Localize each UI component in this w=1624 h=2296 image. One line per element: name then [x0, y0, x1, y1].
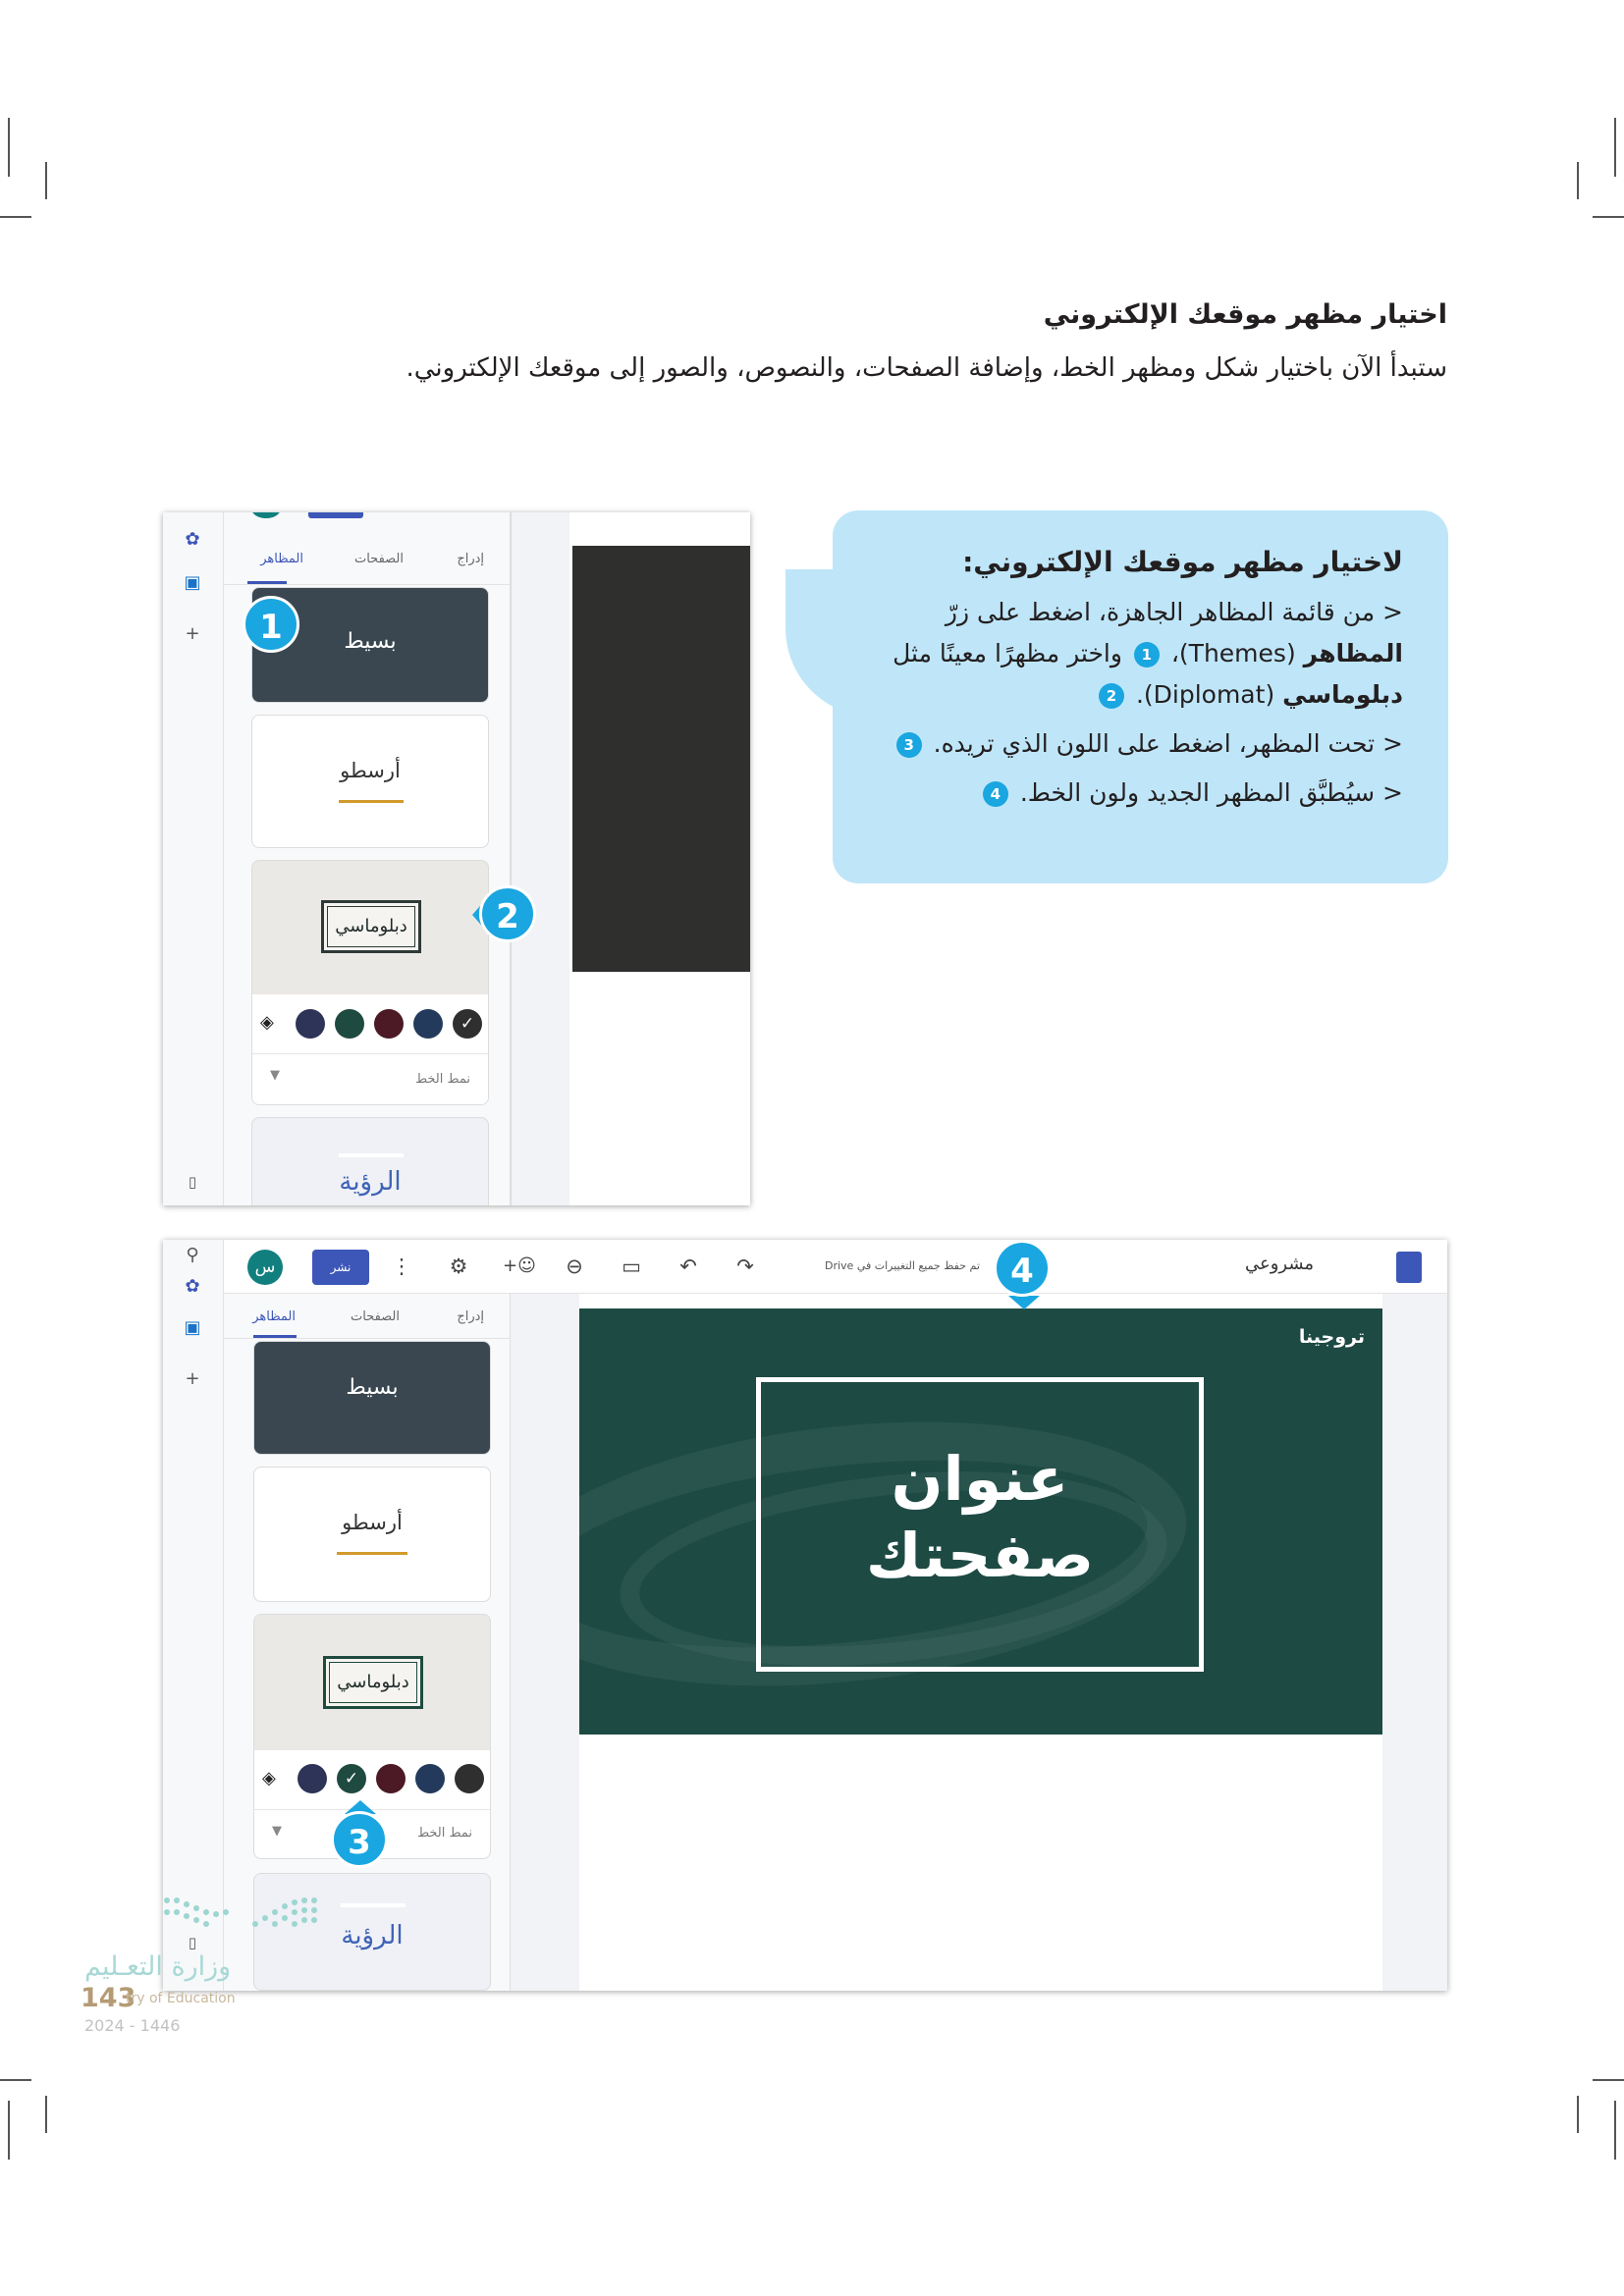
theme-card-vision[interactable] — [251, 1117, 489, 1205]
panel-icon[interactable]: ▯ — [188, 1934, 197, 1951]
project-title[interactable]: مشروعي — [1245, 1254, 1315, 1274]
theme-name: الرؤية — [339, 1167, 402, 1197]
badge-1: 1 — [1134, 642, 1160, 667]
color-swatch[interactable] — [335, 1009, 364, 1039]
editor-toolbar — [224, 1240, 1447, 1294]
search-icon[interactable]: ⚲ — [186, 1245, 199, 1265]
publish-button[interactable]: نشر — [312, 1250, 369, 1285]
step-marker-2: 2 — [479, 885, 536, 942]
theme-name: الرؤية — [341, 1921, 404, 1950]
color-swatch[interactable] — [415, 1764, 445, 1793]
section-title: اختيار مظهر موقعك الإلكتروني — [1043, 299, 1447, 330]
add-person-icon[interactable]: +☺ — [503, 1255, 536, 1276]
color-swatch[interactable] — [337, 1764, 366, 1793]
panel-tabs — [224, 540, 510, 579]
ministry-name: وزارة التعـليم — [84, 1951, 232, 1982]
color-swatch[interactable] — [413, 1009, 443, 1039]
panel-icon[interactable]: ▯ — [188, 1173, 197, 1191]
themes-panel — [224, 1294, 511, 1991]
badge-2: 2 — [1099, 683, 1124, 709]
diplomat-preview — [321, 900, 421, 953]
step-marker-4: 4 — [994, 1240, 1051, 1297]
crop-mark — [1614, 118, 1616, 177]
undo-icon[interactable]: ↶ — [679, 1255, 697, 1278]
more-vert-icon[interactable]: ⋮ — [391, 1255, 412, 1278]
sites-icon[interactable]: ✿ — [185, 529, 200, 550]
link-icon[interactable]: ⊖ — [566, 1255, 583, 1278]
diplomat-preview — [323, 1656, 423, 1709]
crop-mark — [1593, 216, 1624, 218]
redo-icon[interactable]: ↷ — [736, 1255, 754, 1278]
crop-mark — [8, 2101, 10, 2160]
page-title[interactable]: عنوان صفحتك — [865, 1443, 1095, 1591]
font-style-label: نمط الخط — [417, 1826, 472, 1841]
color-swatch[interactable] — [455, 1764, 484, 1793]
dropdown-icon: ▼ — [272, 1824, 282, 1839]
ministry-logo-dots — [161, 1895, 318, 1940]
callout-step-1: < من قائمة المظاهر الجاهزة، اضغط على زرّ المظاهر (Themes)، 1 واختر مظهرًا معينًا مثل دبلوماسي (Diplomat). 2 — [893, 598, 1403, 709]
callout-step-2: < تحت المظهر، اضغط على اللون الذي تريده. 3 — [872, 723, 1403, 765]
theme-name: بسيط — [344, 629, 397, 654]
theme-card-aristotle[interactable] — [251, 715, 489, 848]
font-style-label: نمط الخط — [415, 1072, 470, 1087]
settings-icon[interactable]: ⚙ — [449, 1255, 468, 1278]
theme-name: دبلوماسي — [335, 916, 407, 936]
tab-pages[interactable]: الصفحات — [353, 552, 404, 566]
dropdown-icon: ▼ — [270, 1068, 280, 1083]
color-swatch[interactable] — [376, 1764, 406, 1793]
paint-bucket-icon[interactable]: ◈ — [260, 1012, 274, 1033]
edition-year: 2024 - 1446 — [84, 2016, 181, 2035]
font-style-row[interactable] — [252, 1053, 488, 1105]
crop-mark — [45, 162, 47, 199]
crop-mark — [0, 2079, 31, 2081]
color-swatch[interactable] — [453, 1009, 482, 1039]
theme-name: بسيط — [346, 1375, 399, 1400]
checkmark-icon: ✓ — [344, 1769, 359, 1789]
preview-icon[interactable]: ▭ — [622, 1255, 641, 1278]
color-swatch[interactable] — [296, 1009, 325, 1039]
outlook-icon[interactable]: ▣ — [184, 1317, 201, 1338]
theme-card-diplomat[interactable] — [251, 860, 489, 1105]
page-hero-banner — [579, 1308, 1382, 1735]
theme-card-aristotle[interactable] — [253, 1467, 491, 1602]
section-intro: ستبدأ الآن باختيار شكل ومظهر الخط، وإضافة الصفحات، والنصوص، والصور إلى موقعك الإلكتروني. — [406, 353, 1447, 383]
badge-3: 3 — [896, 732, 922, 758]
crop-mark — [0, 216, 31, 218]
sites-doc-icon — [1396, 1252, 1422, 1283]
crop-mark — [1577, 2096, 1579, 2133]
paint-bucket-icon[interactable]: ◈ — [262, 1768, 276, 1789]
crop-mark — [1577, 162, 1579, 199]
page-preview-dark — [572, 546, 750, 972]
theme-card-simple[interactable] — [253, 1341, 491, 1455]
sites-icon[interactable]: ✿ — [185, 1276, 200, 1297]
checkmark-icon: ✓ — [460, 1014, 475, 1034]
theme-name: أرسطو — [342, 1511, 403, 1534]
crop-mark — [1593, 2079, 1624, 2081]
site-name[interactable]: تروجينا — [1298, 1326, 1365, 1348]
color-swatch[interactable] — [374, 1009, 404, 1039]
crop-mark — [1614, 2101, 1616, 2160]
tab-pages[interactable]: الصفحات — [350, 1309, 400, 1324]
color-swatches — [252, 994, 488, 1053]
page-title-box[interactable] — [756, 1377, 1204, 1672]
tab-insert[interactable]: إدراج — [457, 1309, 484, 1324]
plus-icon[interactable]: + — [185, 1368, 200, 1389]
panel-tabs — [224, 1298, 510, 1337]
side-rail — [163, 1240, 224, 1991]
color-swatch[interactable] — [298, 1764, 327, 1793]
screenshot-editor-applied — [163, 1240, 1447, 1991]
save-status: تم حفظ جميع التغييرات في Drive — [825, 1259, 980, 1272]
page-number: 143 — [81, 1983, 136, 2013]
side-rail — [163, 512, 224, 1205]
badge-4: 4 — [983, 781, 1008, 807]
avatar[interactable]: س — [247, 1250, 283, 1285]
instructions-callout — [833, 510, 1448, 883]
tab-themes[interactable]: المظاهر — [252, 1309, 296, 1324]
callout-title: لاختيار مظهر موقعك الإلكتروني: — [962, 546, 1403, 578]
step-marker-3: 3 — [331, 1811, 388, 1868]
ministry-name-en: try of Education — [126, 1991, 236, 2006]
callout-step-3: < سيُطبَّق المظهر الجديد ولون الخط. 4 — [872, 773, 1403, 814]
tab-themes[interactable]: المظاهر — [260, 552, 303, 566]
theme-name: أرسطو — [340, 759, 401, 782]
theme-name: دبلوماسي — [337, 1672, 409, 1692]
step-marker-1: 1 — [243, 596, 299, 653]
plus-icon[interactable]: + — [185, 623, 200, 644]
outlook-icon[interactable]: ▣ — [184, 572, 201, 593]
tab-insert[interactable]: إدراج — [457, 552, 484, 566]
crop-mark — [8, 118, 10, 177]
crop-mark — [45, 2096, 47, 2133]
